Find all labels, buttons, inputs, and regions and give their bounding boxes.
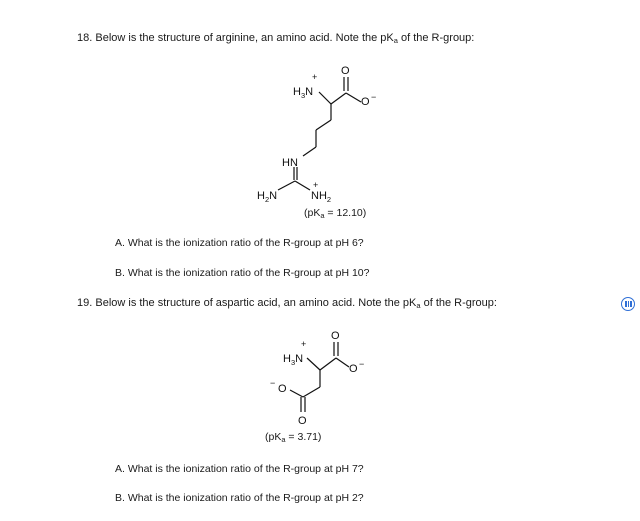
aspartate-amine-charge: + [301,339,307,349]
question-18-number: 18. [77,32,93,44]
arginine-carbonyl-o: O [341,65,350,77]
aspartate-pka-subscript: a [281,435,286,444]
accessibility-icon-bar-2 [628,301,630,307]
arginine-nh2-label: $NH_2$ [311,190,332,204]
arginine-pka-subscript: a [320,211,325,220]
question-18-text-end: of the R-group: [397,32,475,44]
aspartate-pka-prefix: (pK [265,431,282,443]
question-19-text: Below is the structure of aspartic acid, an amino acid. Note the pK [95,297,417,309]
aspartate-pka [265,430,321,447]
question-18-text: Below is the structure of arginine, an amino acid. Note the pK [95,32,394,44]
arginine-carboxylate-o: O [361,96,370,108]
arginine-h2n-label: $H_2N$ [257,190,278,204]
aspartate-side-o-minus: O [278,383,287,395]
question-18-subscript: a [393,36,398,45]
aspartate-side-carbonyl-o: O [298,415,307,427]
question-19-part-a: A. What is the ionization ratio of the R-group at pH 7? [115,463,364,475]
aspartate-carbonyl-o: O [331,330,340,342]
aspartate-bond-n-ca [307,358,320,370]
question-19-number: 19. [77,297,93,309]
arginine-pka-prefix: (pK [304,207,321,219]
arginine-amine-charge: + [312,72,318,82]
question-19-subscript: a [416,301,421,310]
question-18-part-b: B. What is the ionization ratio of the R-group at pH 10? [115,267,370,279]
arginine-pka-value: = 12.10) [324,207,367,219]
arginine-amine-label: $H_3N$ [293,86,314,100]
arginine-hn-label: HN [282,157,298,169]
aspartate-side-o-charge: − [270,378,276,388]
accessibility-icon-bar-3 [630,301,632,307]
arginine-carboxylate-charge: − [371,92,377,102]
question-18-part-a: A. What is the ionization ratio of the R-group at pH 6? [115,237,364,249]
question-19-text-end: of the R-group: [420,297,497,309]
aspartate-amine-label: $H_3N$ [283,353,304,367]
aspartate-carboxylate-charge: − [359,359,365,369]
aspartate-carboxylate-o: O [349,363,358,375]
aspartate-pka-value: = 3.71) [285,431,322,443]
question-19-part-b: B. What is the ionization ratio of the R-group at pH 2? [115,492,364,504]
aspartate-bond-ca-c [320,358,336,370]
arginine-nh2-charge: + [313,180,319,190]
accessibility-icon[interactable] [621,297,635,311]
accessibility-icon-bar-1 [625,301,627,307]
aspartate-bond-cg-o-minus [290,390,303,397]
aspartate-bond-c-o [336,358,349,367]
aspartate-bond-cb-cg [303,387,320,397]
